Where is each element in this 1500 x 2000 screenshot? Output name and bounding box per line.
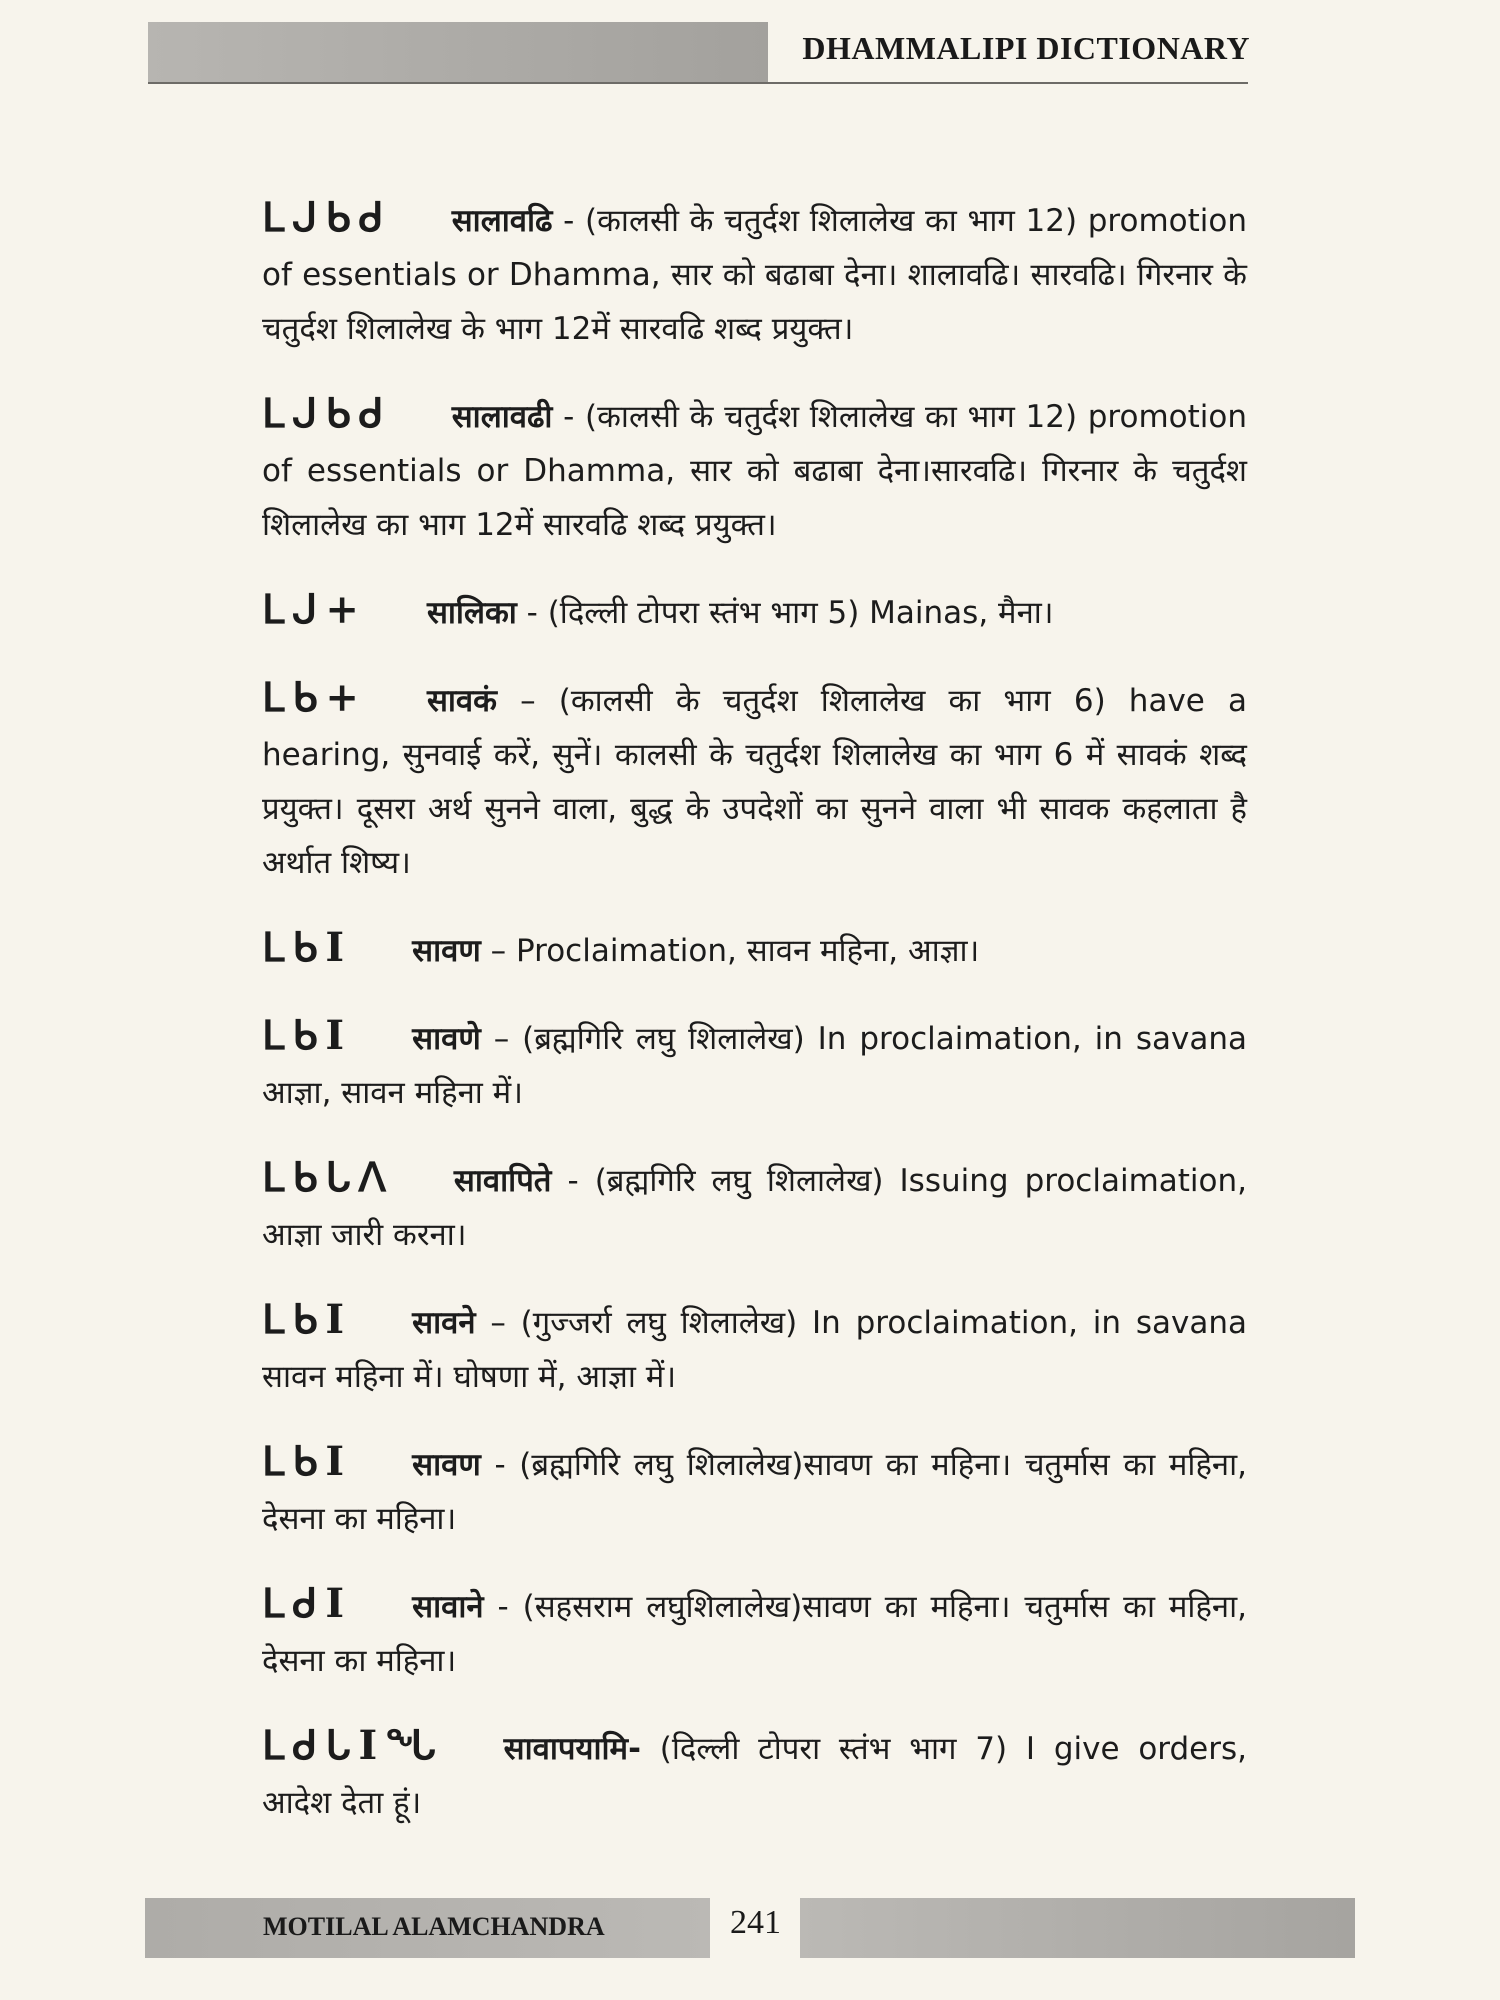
entry-headword: सावण [412,933,481,969]
page-footer [145,1898,1355,1958]
dictionary-entry [262,1577,1247,1688]
dictionary-entries [262,160,1247,1860]
dictionary-entry [262,191,1247,356]
dhammalipi-script: ᒪᑯᒐIᖓ [262,1722,444,1769]
dhammalipi-script: ᒪᒍᑲᑯ [262,390,392,437]
entry-definition: - (कालसी के चतुर्दश शिलालेख का भाग 12) promotion of essentials or Dhamma, सार को बढाबा देना। शालावढि। सारवढि। गिरनार के चतुर्दश शिलालेख के भाग 12में सारवढि शब्द प्रयुक्त। [262,203,1247,347]
dictionary-entry [262,921,1247,978]
entry-headword: सावने [412,1305,476,1341]
dictionary-entry [262,1435,1247,1546]
dictionary-entry [262,1151,1247,1262]
entry-headword: सावाने [412,1589,484,1625]
entry-definition: - (दिल्ली टोपरा स्तंभ भाग 5) Mainas, मैना। [516,595,1054,631]
entry-headword: सालिका [426,595,517,631]
page-number: 241 [730,1904,781,1941]
dictionary-entry [262,1719,1247,1830]
entry-headword: सावणे [412,1021,481,1057]
dhammalipi-script: ᒪᑲI [262,924,353,971]
dhammalipi-script: ᒪᑲI [262,1296,353,1343]
entry-definition: – (कालसी के चतुर्दश शिलालेख का भाग 6) have a hearing, सुनवाई करें, सुनें। कालसी के चतुर्दश शिलालेख का भाग 6 में सावकं शब्द प्रयुक्त। दूसरा अर्थ सुनने वाला, बुद्ध के उपदेशों का सुनने वाला भी सावक कहलाता है अर्थात शिष्य। [262,683,1247,881]
entry-headword: सावण [412,1447,481,1483]
dhammalipi-script: ᒪᒍ+ [262,586,367,633]
header-bar [148,22,768,82]
entry-definition: - (ब्रह्मगिरि लघु शिलालेख)सावण का महिना। चतुर्मास का महिना, देसना का महिना। [262,1447,1247,1537]
dhammalipi-script: ᒪᑲI [262,1012,353,1059]
entry-definition: – Proclaimation, सावन महिना, आज्ञा। [480,933,980,969]
entry-definition: (दिल्ली टोपरा स्तंभ भाग 7) I give orders, आदेश देता हूं। [262,1731,1247,1821]
dhammalipi-script: ᒪᑲ+ [262,674,367,721]
dictionary-entry [262,1293,1247,1404]
dictionary-entry [262,671,1247,890]
footer-author: MOTILAL ALAMCHANDRA [263,1912,605,1941]
header-rule [148,82,1248,84]
entry-headword: सावकं [426,683,497,719]
entry-headword: सालावढि [451,203,553,239]
running-header-title: DHAMMALIPI DICTIONARY [802,30,1250,66]
entry-definition: – (ब्रह्मगिरि लघु शिलालेख) In proclaimation, in savana आज्ञा, सावन महिना में। [262,1021,1247,1111]
dictionary-entry [262,583,1247,640]
dhammalipi-script: ᒪᒍᑲᑯ [262,194,392,241]
dhammalipi-script: ᒪᑲᒐᐱ [262,1154,394,1201]
footer-bar-right [800,1898,1355,1958]
dhammalipi-script: ᒪᑲI [262,1438,353,1485]
entry-headword: सालावढी [451,399,553,435]
entry-headword: सावापयामि- [503,1731,641,1767]
entry-definition: - (ब्रह्मगिरि लघु शिलालेख) Issuing proclaimation, आज्ञा जारी करना। [262,1163,1247,1253]
entry-definition: - (सहसराम लघुशिलालेख)सावण का महिना। चतुर्मास का महिना, देसना का महिना। [262,1589,1247,1679]
dictionary-entry [262,387,1247,552]
entry-headword: सावापिते [453,1163,552,1199]
dictionary-entry [262,1009,1247,1120]
entry-definition: – (गुज्जर्रा लघु शिलालेख) In proclaimation, in savana सावन महिना में। घोषणा में, आज्ञा में। [262,1305,1247,1395]
entry-definition: - (कालसी के चतुर्दश शिलालेख का भाग 12) promotion of essentials or Dhamma, सार को बढाबा देना।सारवढि। गिरनार के चतुर्दश शिलालेख का भाग 12में सारवढि शब्द प्रयुक्त। [262,399,1247,543]
dhammalipi-script: ᒪᑯI [262,1580,353,1627]
